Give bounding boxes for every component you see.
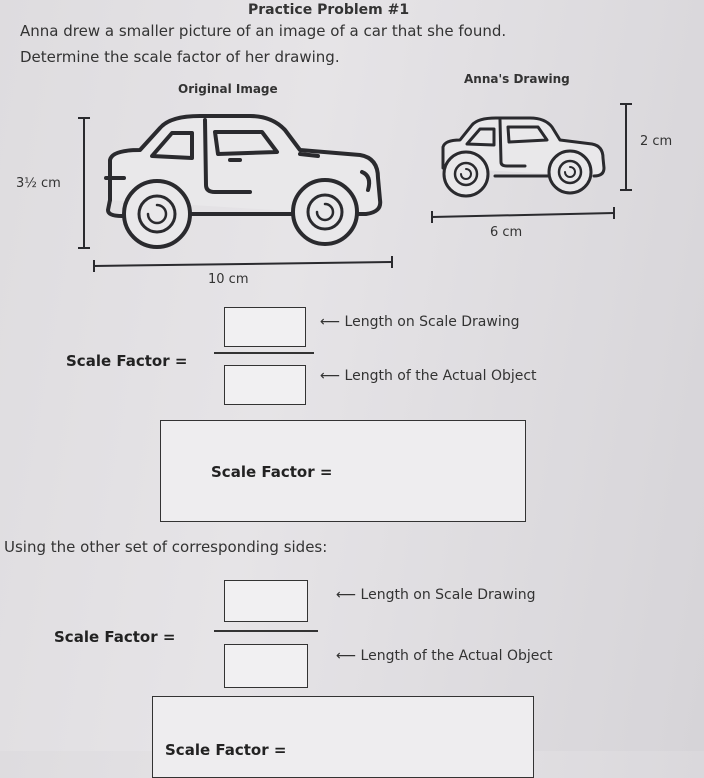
answer-box-1[interactable] [160, 420, 526, 522]
denominator-note-text-1: Length of the Actual Object [344, 368, 537, 384]
numerator-box-1[interactable] [224, 307, 306, 347]
numerator-note-1 [320, 314, 520, 330]
original-height-label: 3½ cm [16, 176, 61, 191]
denominator-box-1[interactable] [224, 365, 306, 405]
drawing-width-label: 6 cm [490, 225, 523, 240]
numerator-note-text-1: Length on Scale Drawing [344, 314, 520, 330]
original-car-icon [106, 116, 380, 247]
denominator-box-2[interactable] [224, 644, 308, 688]
original-width-label: 10 cm [208, 272, 249, 287]
left-arrow-icon: ⟵ [320, 314, 341, 330]
denominator-note-2 [336, 648, 553, 664]
answer-label-1: Scale Factor = [211, 463, 333, 481]
denominator-note-1 [320, 368, 537, 384]
original-image-heading: Original Image [178, 82, 278, 96]
left-arrow-icon: ⟵ [336, 648, 357, 664]
left-arrow-icon: ⟵ [336, 587, 357, 603]
scale-factor-label-1: Scale Factor = [66, 352, 188, 370]
left-arrow-icon: ⟵ [320, 368, 341, 384]
anna-drawing-heading: Anna's Drawing [464, 72, 570, 86]
other-sides-instruction: Using the other set of corresponding sides: [4, 538, 328, 556]
numerator-box-2[interactable] [224, 580, 308, 622]
numerator-note-text-2: Length on Scale Drawing [360, 587, 536, 603]
problem-statement-line-1: Anna drew a smaller picture of an image of a car that she found. [20, 22, 507, 40]
scale-factor-label-2: Scale Factor = [54, 628, 176, 646]
answer-label-2: Scale Factor = [165, 741, 287, 759]
drawing-height-label: 2 cm [640, 134, 673, 149]
fraction-bar-2 [214, 630, 318, 632]
fraction-bar-1 [214, 352, 314, 354]
answer-box-2[interactable] [152, 696, 534, 778]
worksheet-title: Practice Problem #1 [248, 2, 410, 18]
problem-statement-line-2: Determine the scale factor of her drawing. [20, 48, 340, 66]
numerator-note-2 [336, 587, 536, 603]
denominator-note-text-2: Length of the Actual Object [360, 648, 553, 664]
anna-car-icon [443, 118, 604, 196]
